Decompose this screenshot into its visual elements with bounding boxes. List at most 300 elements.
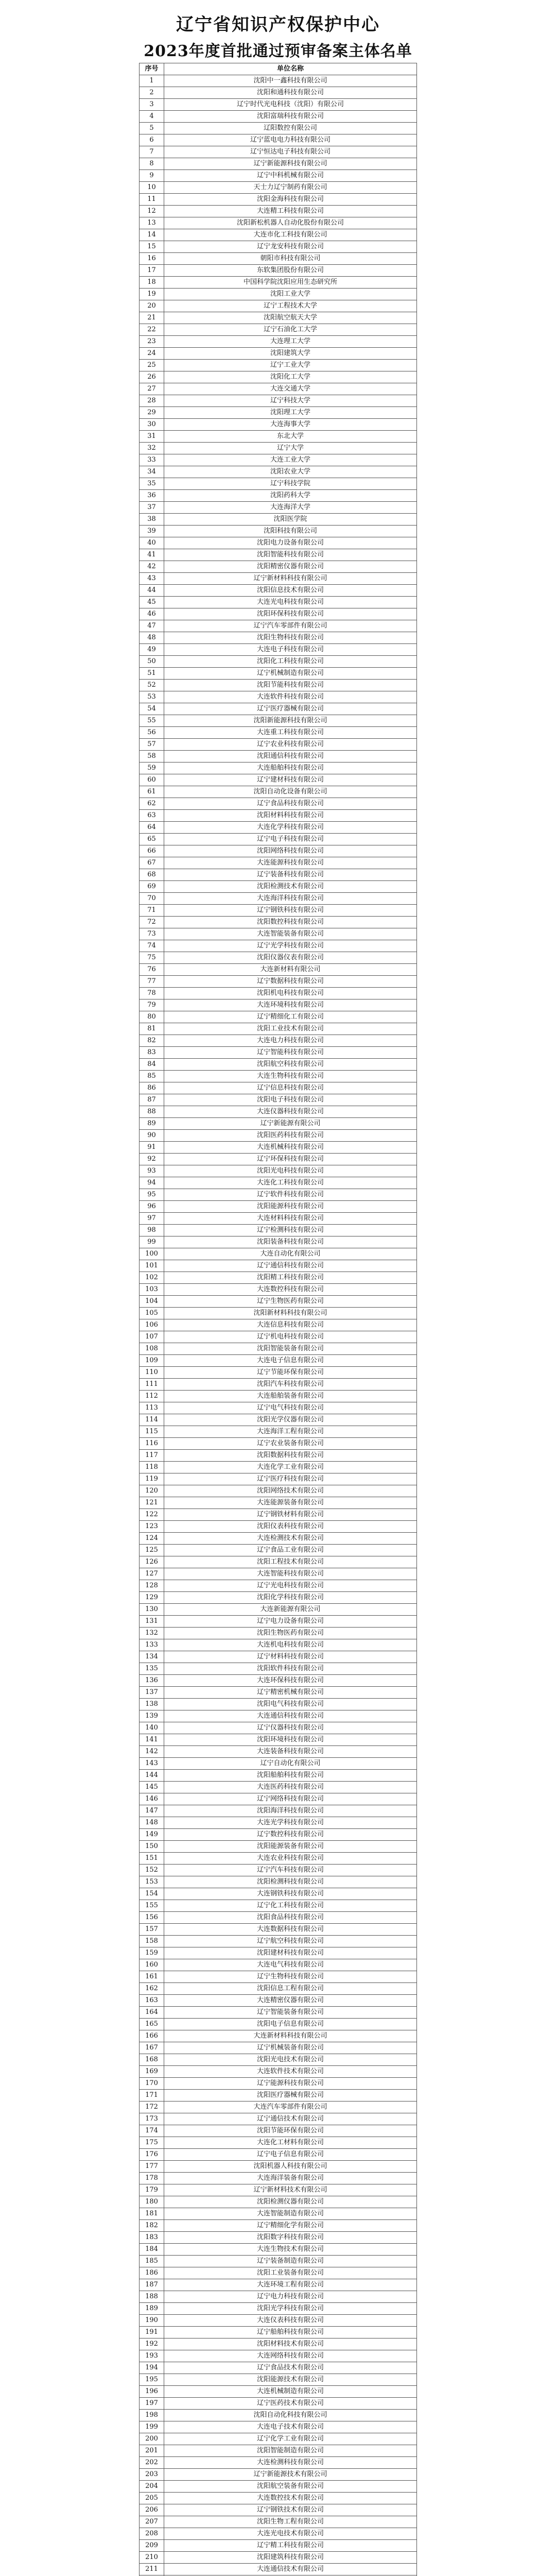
row-entity-name: 大连材料科技有限公司	[164, 1213, 417, 1225]
table-row	[140, 2196, 417, 2208]
row-entity-name: 大连重工科技有限公司	[164, 727, 417, 739]
table-row	[140, 1236, 417, 1248]
table-row	[140, 2374, 417, 2386]
row-index: 182	[140, 2220, 164, 2232]
table-row	[140, 1888, 417, 1900]
row-entity-name: 大连能源科技有限公司	[164, 857, 417, 869]
table-row	[140, 1272, 417, 1284]
row-index: 192	[140, 2338, 164, 2350]
row-index: 195	[140, 2374, 164, 2386]
row-entity-name: 东软集团股份有限公司	[164, 265, 417, 277]
table-row	[140, 561, 417, 573]
table-row	[140, 443, 417, 454]
row-entity-name: 沈阳船舶科技有限公司	[164, 1770, 417, 1782]
row-index: 7	[140, 146, 164, 158]
list-title: 2023年度首批通过预审备案主体名单	[144, 42, 412, 60]
row-index: 180	[140, 2196, 164, 2208]
row-index: 143	[140, 1758, 164, 1770]
row-entity-name: 沈阳建材科技有限公司	[164, 1947, 417, 1959]
row-index: 174	[140, 2125, 164, 2137]
row-entity-name: 辽宁钢铁科技有限公司	[164, 905, 417, 917]
table-row	[140, 774, 417, 786]
table-row	[140, 1213, 417, 1225]
table-row	[140, 2493, 417, 2504]
table-row	[140, 1841, 417, 1853]
row-index: 117	[140, 1450, 164, 1462]
row-entity-name: 大连环境科技有限公司	[164, 999, 417, 1011]
table-row	[140, 2398, 417, 2410]
row-entity-name: 沈阳自动化科技有限公司	[164, 2410, 417, 2421]
row-entity-name: 辽宁时代光电科技（沈阳）有限公司	[164, 99, 417, 111]
table-row	[140, 1426, 417, 1438]
row-index: 108	[140, 1343, 164, 1355]
row-index: 125	[140, 1545, 164, 1556]
row-index: 169	[140, 2066, 164, 2078]
row-index: 147	[140, 1805, 164, 1817]
table-row	[140, 2303, 417, 2315]
row-entity-name: 大连仪器科技有限公司	[164, 1106, 417, 1118]
table-row	[140, 2410, 417, 2421]
row-entity-name: 沈阳生物科技有限公司	[164, 632, 417, 644]
row-index: 1	[140, 75, 164, 87]
row-entity-name: 辽宁石油化工大学	[164, 324, 417, 336]
table-row	[140, 857, 417, 869]
row-entity-name: 辽宁通信科技有限公司	[164, 1260, 417, 1272]
table-row	[140, 1758, 417, 1770]
row-entity-name: 辽宁科技大学	[164, 395, 417, 407]
row-index: 84	[140, 1059, 164, 1071]
table-row	[140, 1746, 417, 1758]
table-row	[140, 1462, 417, 1473]
table-row	[140, 928, 417, 940]
table-row	[140, 537, 417, 549]
row-entity-name: 沈阳网络科技有限公司	[164, 845, 417, 857]
row-entity-name: 大连汽车零部件有限公司	[164, 2102, 417, 2113]
row-index: 49	[140, 644, 164, 656]
table-row	[140, 1556, 417, 1568]
row-index: 44	[140, 585, 164, 597]
row-index: 181	[140, 2208, 164, 2220]
row-index: 34	[140, 466, 164, 478]
row-entity-name: 大连机电科技有限公司	[164, 1639, 417, 1651]
row-index: 166	[140, 2030, 164, 2042]
table-row	[140, 1154, 417, 1165]
table-row	[140, 810, 417, 822]
table-row	[140, 2350, 417, 2362]
row-index: 197	[140, 2398, 164, 2410]
table-row	[140, 1296, 417, 1308]
table-row	[140, 608, 417, 620]
row-index: 14	[140, 229, 164, 241]
table-row	[140, 1533, 417, 1545]
table-row	[140, 940, 417, 952]
row-entity-name: 沈阳航空装备有限公司	[164, 2481, 417, 2493]
row-index: 137	[140, 1687, 164, 1699]
row-index: 38	[140, 514, 164, 526]
row-entity-name: 辽阳数控有限公司	[164, 123, 417, 134]
row-entity-name: 沈阳数据科技有限公司	[164, 1450, 417, 1462]
row-index: 16	[140, 253, 164, 265]
col-header-index: 序号	[140, 63, 164, 75]
table-row	[140, 2564, 417, 2575]
table-row	[140, 395, 417, 407]
row-index: 120	[140, 1485, 164, 1497]
row-index: 165	[140, 2019, 164, 2030]
row-entity-name: 沈阳智能装备有限公司	[164, 1343, 417, 1355]
row-entity-name: 大连光电科技有限公司	[164, 597, 417, 608]
row-index: 91	[140, 1142, 164, 1154]
row-index: 196	[140, 2386, 164, 2398]
table-row	[140, 1165, 417, 1177]
row-entity-name: 沈阳能源技术有限公司	[164, 2374, 417, 2386]
row-entity-name: 辽宁光电科技有限公司	[164, 1580, 417, 1592]
row-entity-name: 辽宁蓝电电力科技有限公司	[164, 134, 417, 146]
row-entity-name: 辽宁机械装备有限公司	[164, 2042, 417, 2054]
row-entity-name: 大连智能科技有限公司	[164, 1568, 417, 1580]
table-row	[140, 466, 417, 478]
table-row	[140, 1959, 417, 1971]
row-entity-name: 大连精工科技有限公司	[164, 206, 417, 217]
row-index: 148	[140, 1817, 164, 1829]
row-entity-name: 大连光学科技有限公司	[164, 1817, 417, 1829]
table-row	[140, 2090, 417, 2102]
row-entity-name: 沈阳新材料科技有限公司	[164, 1308, 417, 1319]
row-index: 25	[140, 360, 164, 371]
table-row	[140, 988, 417, 999]
table-row	[140, 526, 417, 537]
row-index: 207	[140, 2516, 164, 2528]
row-index: 188	[140, 2291, 164, 2303]
row-index: 42	[140, 561, 164, 573]
table-row	[140, 2445, 417, 2457]
row-entity-name: 大连化学科技有限公司	[164, 822, 417, 834]
row-entity-name: 大连化工材料有限公司	[164, 2137, 417, 2149]
row-entity-name: 沈阳农业大学	[164, 466, 417, 478]
org-title: 辽宁省知识产权保护中心	[176, 14, 380, 35]
table-row	[140, 1639, 417, 1651]
row-entity-name: 沈阳化工科技有限公司	[164, 656, 417, 668]
row-entity-name: 辽宁仪器科技有限公司	[164, 1722, 417, 1734]
row-index: 153	[140, 1876, 164, 1888]
row-entity-name: 大连检测技术有限公司	[164, 1533, 417, 1545]
row-entity-name: 沈阳电气科技有限公司	[164, 1699, 417, 1710]
row-entity-name: 辽宁精密机械有限公司	[164, 1687, 417, 1699]
table-row	[140, 1284, 417, 1296]
row-entity-name: 沈阳航空科技有限公司	[164, 1059, 417, 1071]
row-index: 45	[140, 597, 164, 608]
row-entity-name: 辽宁中科机械有限公司	[164, 170, 417, 182]
row-entity-name: 沈阳网络技术有限公司	[164, 1485, 417, 1497]
table-row	[140, 1225, 417, 1236]
row-index: 193	[140, 2350, 164, 2362]
table-row	[140, 1710, 417, 1722]
row-index: 61	[140, 786, 164, 798]
row-index: 209	[140, 2540, 164, 2552]
row-index: 11	[140, 194, 164, 206]
table-row	[140, 1248, 417, 1260]
table-row	[140, 845, 417, 857]
row-index: 97	[140, 1213, 164, 1225]
row-entity-name: 辽宁化工科技有限公司	[164, 1900, 417, 1912]
row-entity-name: 辽宁新能源有限公司	[164, 1118, 417, 1130]
row-index: 141	[140, 1734, 164, 1746]
row-index: 57	[140, 739, 164, 751]
row-index: 72	[140, 917, 164, 928]
table-row	[140, 2552, 417, 2564]
row-index: 80	[140, 1011, 164, 1023]
table-row	[140, 1995, 417, 2007]
table-row	[140, 1071, 417, 1082]
table-row	[140, 1485, 417, 1497]
table-row	[140, 2078, 417, 2090]
table-row	[140, 1936, 417, 1947]
row-index: 124	[140, 1533, 164, 1545]
table-row	[140, 2066, 417, 2078]
table-row	[140, 1853, 417, 1865]
table-row	[140, 383, 417, 395]
row-entity-name: 沈阳智能科技有限公司	[164, 549, 417, 561]
row-index: 183	[140, 2232, 164, 2244]
row-entity-name: 辽宁农业装备有限公司	[164, 1438, 417, 1450]
table-row	[140, 1699, 417, 1710]
table-row	[140, 2125, 417, 2137]
table-row	[140, 478, 417, 490]
table-row	[140, 964, 417, 976]
table-row	[140, 1106, 417, 1118]
table-row	[140, 2161, 417, 2173]
row-entity-name: 大连生物技术有限公司	[164, 2244, 417, 2256]
row-entity-name: 沈阳材料科技有限公司	[164, 810, 417, 822]
row-index: 138	[140, 1699, 164, 1710]
table-row	[140, 1580, 417, 1592]
row-index: 142	[140, 1746, 164, 1758]
row-index: 118	[140, 1462, 164, 1473]
row-entity-name: 沈阳节能科技有限公司	[164, 680, 417, 691]
table-row	[140, 786, 417, 798]
row-entity-name: 大连智能装备有限公司	[164, 928, 417, 940]
row-entity-name: 沈阳汽车科技有限公司	[164, 1379, 417, 1391]
table-row	[140, 1391, 417, 1402]
table-row	[140, 1023, 417, 1035]
row-entity-name: 大连海洋科技有限公司	[164, 893, 417, 905]
row-entity-name: 辽宁电力科技有限公司	[164, 2291, 417, 2303]
row-entity-name: 大连环保科技有限公司	[164, 1675, 417, 1687]
row-index: 111	[140, 1379, 164, 1391]
table-row	[140, 158, 417, 170]
row-index: 160	[140, 1959, 164, 1971]
row-entity-name: 大连机械制造有限公司	[164, 2386, 417, 2398]
table-row	[140, 739, 417, 751]
row-entity-name: 辽宁节能环保有限公司	[164, 1367, 417, 1379]
table-row	[140, 1379, 417, 1391]
row-index: 54	[140, 703, 164, 715]
row-index: 94	[140, 1177, 164, 1189]
row-index: 149	[140, 1829, 164, 1841]
row-entity-name: 沈阳智能制造有限公司	[164, 2445, 417, 2457]
row-entity-name: 沈阳节能环保有限公司	[164, 2125, 417, 2137]
table-row	[140, 229, 417, 241]
row-entity-name: 沈阳环境科技有限公司	[164, 1734, 417, 1746]
row-entity-name: 沈阳环保科技有限公司	[164, 608, 417, 620]
row-entity-name: 沈阳检测科技有限公司	[164, 1876, 417, 1888]
row-entity-name: 辽宁网络科技有限公司	[164, 1793, 417, 1805]
row-index: 26	[140, 371, 164, 383]
row-index: 101	[140, 1260, 164, 1272]
row-entity-name: 沈阳食品科技有限公司	[164, 1912, 417, 1924]
table-row	[140, 1355, 417, 1367]
entity-table	[139, 63, 417, 2576]
table-row	[140, 1568, 417, 1580]
row-index: 15	[140, 241, 164, 253]
row-index: 50	[140, 656, 164, 668]
row-index: 152	[140, 1865, 164, 1876]
table-row	[140, 1616, 417, 1628]
row-index: 28	[140, 395, 164, 407]
row-index: 104	[140, 1296, 164, 1308]
row-index: 19	[140, 289, 164, 300]
row-index: 24	[140, 348, 164, 360]
row-index: 131	[140, 1616, 164, 1628]
row-index: 208	[140, 2528, 164, 2540]
table-row	[140, 1308, 417, 1319]
row-index: 128	[140, 1580, 164, 1592]
row-entity-name: 大连工业大学	[164, 454, 417, 466]
table-row	[140, 111, 417, 123]
table-row	[140, 1521, 417, 1533]
row-entity-name: 辽宁通信技术有限公司	[164, 2113, 417, 2125]
table-row	[140, 431, 417, 443]
row-index: 186	[140, 2267, 164, 2279]
table-row	[140, 703, 417, 715]
row-entity-name: 辽宁食品科技有限公司	[164, 798, 417, 810]
row-entity-name: 大连数据科技有限公司	[164, 1924, 417, 1936]
row-index: 71	[140, 905, 164, 917]
table-row	[140, 1734, 417, 1746]
table-row	[140, 2291, 417, 2303]
table-row	[140, 1059, 417, 1071]
table-row	[140, 2220, 417, 2232]
table-row	[140, 1414, 417, 1426]
row-index: 161	[140, 1971, 164, 1983]
row-entity-name: 辽宁材料科技有限公司	[164, 1651, 417, 1663]
row-index: 194	[140, 2362, 164, 2374]
row-index: 168	[140, 2054, 164, 2066]
row-entity-name: 沈阳科技有限公司	[164, 526, 417, 537]
row-index: 116	[140, 1438, 164, 1450]
row-entity-name: 大连环境工程有限公司	[164, 2279, 417, 2291]
row-index: 77	[140, 976, 164, 988]
row-index: 189	[140, 2303, 164, 2315]
table-row	[140, 2102, 417, 2113]
table-row	[140, 597, 417, 608]
table-row	[140, 715, 417, 727]
row-entity-name: 辽宁智能科技有限公司	[164, 1047, 417, 1059]
table-row	[140, 217, 417, 229]
table-row	[140, 1319, 417, 1331]
row-entity-name: 大连海洋装备有限公司	[164, 2173, 417, 2184]
row-index: 70	[140, 893, 164, 905]
row-index: 30	[140, 419, 164, 431]
table-row	[140, 2244, 417, 2256]
table-row	[140, 1142, 417, 1154]
table-row	[140, 1722, 417, 1734]
table-row	[140, 1971, 417, 1983]
row-index: 82	[140, 1035, 164, 1047]
row-index: 140	[140, 1722, 164, 1734]
row-entity-name: 沈阳装备科技有限公司	[164, 1236, 417, 1248]
row-entity-name: 辽宁新材料科技有限公司	[164, 573, 417, 585]
row-index: 184	[140, 2244, 164, 2256]
row-index: 205	[140, 2493, 164, 2504]
table-row	[140, 762, 417, 774]
row-entity-name: 辽宁生物科技有限公司	[164, 1971, 417, 1983]
row-index: 198	[140, 2410, 164, 2421]
row-index: 86	[140, 1082, 164, 1094]
row-entity-name: 大连化工科技有限公司	[164, 1177, 417, 1189]
row-entity-name: 沈阳光学仪器有限公司	[164, 1414, 417, 1426]
row-index: 64	[140, 822, 164, 834]
row-entity-name: 辽宁医药技术有限公司	[164, 2398, 417, 2410]
row-entity-name: 辽宁钢铁材料有限公司	[164, 1509, 417, 1521]
row-index: 151	[140, 1853, 164, 1865]
table-row	[140, 1450, 417, 1462]
row-entity-name: 沈阳能源科技有限公司	[164, 1201, 417, 1213]
row-entity-name: 大连电力科技有限公司	[164, 1035, 417, 1047]
table-row	[140, 2327, 417, 2338]
row-entity-name: 辽宁精细化工有限公司	[164, 1011, 417, 1023]
row-entity-name: 辽宁电子科技有限公司	[164, 834, 417, 845]
row-entity-name: 沈阳富瑞科技有限公司	[164, 111, 417, 123]
table-row	[140, 751, 417, 762]
row-entity-name: 辽宁电子信息有限公司	[164, 2149, 417, 2161]
table-row	[140, 265, 417, 277]
row-entity-name: 辽宁电力设备有限公司	[164, 1616, 417, 1628]
row-index: 173	[140, 2113, 164, 2125]
row-entity-name: 辽宁食品工业有限公司	[164, 1545, 417, 1556]
row-index: 201	[140, 2445, 164, 2457]
table-row	[140, 2457, 417, 2469]
row-entity-name: 大连自动化有限公司	[164, 1248, 417, 1260]
table-row	[140, 917, 417, 928]
row-entity-name: 沈阳通信科技有限公司	[164, 751, 417, 762]
table-row	[140, 1865, 417, 1876]
row-index: 203	[140, 2469, 164, 2481]
table-row	[140, 407, 417, 419]
row-index: 83	[140, 1047, 164, 1059]
row-index: 55	[140, 715, 164, 727]
table-row	[140, 822, 417, 834]
row-entity-name: 辽宁恒达电子科技有限公司	[164, 146, 417, 158]
row-index: 159	[140, 1947, 164, 1959]
row-entity-name: 辽宁装备制造有限公司	[164, 2256, 417, 2267]
row-entity-name: 沈阳信息技术有限公司	[164, 585, 417, 597]
row-index: 37	[140, 502, 164, 514]
table-row	[140, 2208, 417, 2220]
row-index: 172	[140, 2102, 164, 2113]
table-row	[140, 727, 417, 739]
row-entity-name: 大连能源装备有限公司	[164, 1497, 417, 1509]
table-row	[140, 952, 417, 964]
row-entity-name: 沈阳和通科技有限公司	[164, 87, 417, 99]
table-row	[140, 1687, 417, 1699]
table-row	[140, 134, 417, 146]
table-row	[140, 2315, 417, 2327]
row-index: 134	[140, 1651, 164, 1663]
table-row	[140, 2042, 417, 2054]
row-entity-name: 辽宁机电科技有限公司	[164, 1331, 417, 1343]
row-entity-name: 沈阳电子科技有限公司	[164, 1094, 417, 1106]
table-row	[140, 1343, 417, 1355]
